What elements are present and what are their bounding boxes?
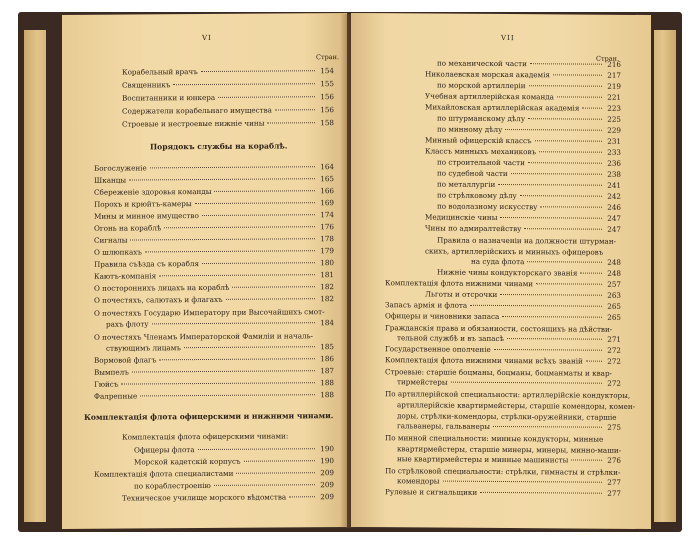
- toc-entry: Вымпелъ 187: [94, 366, 334, 377]
- toc-entry-line: По артиллерійской специальности: артиллерійскіе кондукторы,: [385, 389, 631, 400]
- right-page-number: VII: [501, 34, 515, 43]
- toc-entry: Медицинскіе чины 247: [425, 212, 621, 223]
- toc-entry: Запасъ армія и флота 265: [385, 300, 621, 311]
- toc-entry: тирмейстеры 272: [397, 377, 621, 388]
- toc-entry: Льготы и отсрочки 263: [425, 289, 621, 300]
- toc-entry-line: Гражданскія права и обязанности, состоящихъ на дѣйстви-: [385, 323, 613, 334]
- toc-entry-line: доры, стрѣлки-комендоры, стрѣлки-оружейники, старшіе: [397, 411, 617, 422]
- toc-entry: Богослуженіе 164: [94, 162, 334, 173]
- toc-entry: Каютъ-компанія 181: [94, 270, 334, 281]
- toc-entry: Сигналы 178: [94, 234, 334, 245]
- toc-entry: Огонь на кораблѣ 176: [94, 222, 334, 233]
- toc-entry: Мины и минное имущество 174: [94, 210, 334, 221]
- toc-entry: по штурманскому дѣлу 225: [437, 113, 621, 124]
- toc-entry: Офицеры и чиновники запаса 265: [385, 311, 621, 322]
- toc-entry: Офицеры флота 190: [134, 444, 334, 455]
- toc-entry: Корабельный врачъ 154: [122, 66, 334, 77]
- toc-entry: на суда флота 248: [471, 256, 621, 267]
- right-page: [351, 13, 651, 529]
- toc-entry: по водолазному искусству 246: [437, 201, 621, 212]
- toc-entry: Фалрепные 188: [94, 390, 334, 401]
- toc-entry: по стрѣлковому дѣлу 242: [437, 190, 621, 201]
- toc-entry: Гюйсъ 188: [94, 378, 334, 389]
- toc-entry: по судебной части 238: [437, 168, 621, 179]
- toc-entry: по морской артиллеріи 219: [437, 80, 621, 91]
- toc-entry-line: О почестяхъ Членамъ Императорской Фамиліи и началь-: [94, 331, 313, 342]
- toc-entry: ствующимъ лицамъ 185: [106, 342, 334, 353]
- toc-entry-line: квартирмейстеры, старшіе минеры, минеры, минно-маши-: [397, 444, 622, 455]
- toc-entry: Священникъ 155: [122, 79, 334, 90]
- toc-entry: Вормовой флагъ 186: [94, 354, 334, 365]
- toc-entry: по минному дѣлу 229: [437, 124, 621, 135]
- toc-entry: Государственное ополченіе 272: [385, 344, 621, 355]
- toc-entry: Шканцы 165: [94, 174, 334, 185]
- toc-entry: Чины по адмиралтейству 247: [425, 223, 621, 234]
- section-title: Комплектація флота офицерскими и нижними чинами.: [84, 411, 334, 422]
- toc-entry-line: По минной специальности: минные кондукторы, минные: [385, 433, 604, 444]
- toc-entry: Воспитанники и юнкера 156: [122, 92, 334, 103]
- toc-entry: рахъ флоту 184: [106, 318, 334, 329]
- toc-entry: по механической части 216: [437, 58, 621, 69]
- page-edges-left: [24, 30, 46, 522]
- toc-entry-line: О почестяхъ Государю Императору при Высочайшихъ смот-: [94, 307, 325, 318]
- toc-entry: гальванеры, гальванеры 275: [397, 421, 621, 432]
- toc-entry: О шлюпкахъ 179: [94, 246, 334, 257]
- toc-entry: комендоры 277: [397, 476, 621, 487]
- toc-entry: Рулевые и сигнальщики 277: [385, 487, 621, 498]
- toc-entry: по металлургіи 241: [437, 179, 621, 190]
- toc-entry: Николаевская морская академія 217: [425, 69, 621, 80]
- toc-entry-line: скихъ, артиллерійскихъ и минныхъ офицеровъ: [425, 246, 604, 257]
- toc-entry: Классъ минныхъ механиковъ 233: [425, 146, 621, 157]
- toc-entry: Комплектація флота нижними чинами всѣхъ званій 272: [385, 355, 621, 366]
- toc-entry: по кораблестроенію 209: [134, 480, 334, 491]
- toc-entry: Минный офицерскій классъ 231: [425, 135, 621, 146]
- toc-entry: Строевые и нестроевые нижніе чины 158: [122, 118, 334, 129]
- toc-entry: по строительной части 236: [437, 157, 621, 168]
- toc-entry: Нижніе чины кондукторскаго званія 248: [437, 267, 621, 278]
- toc-subheading: Комплектація флота офицерскими чинами:: [122, 431, 289, 442]
- toc-entry: Сбереженіе здоровья команды 166: [94, 186, 334, 197]
- toc-entry: Правила съѣзда съ корабля 180: [94, 258, 334, 269]
- toc-entry-line: Строевые: старшіе боцманы, боцманы, боцманматы и квар-: [385, 367, 612, 378]
- toc-entry: О постороннихъ лицахъ на кораблѣ 182: [94, 282, 334, 293]
- toc-entry: Порохъ и крюйтъ-камеры 169: [94, 198, 334, 209]
- page-edges-right: [654, 30, 676, 522]
- toc-entry: Содержатели корабельнаго имущества 156: [122, 105, 334, 116]
- toc-entry-line: По стрѣлковой специальности: стрѣлки, гимнасты и стрѣлки-: [385, 466, 621, 477]
- left-page-number: VI: [202, 33, 212, 43]
- left-column-header: Стран.: [316, 53, 340, 62]
- toc-entry: ные квартирмейстеры и минные машинисты 276: [397, 454, 621, 465]
- toc-entry-line: Правила о назначеніи на должности штурман-: [437, 235, 617, 246]
- toc-entry: Техническое училище морского вѣдомства 209: [122, 492, 334, 503]
- section-title: Порядокъ службы на кораблѣ.: [150, 141, 288, 152]
- toc-entry: Морской кадетскій корпусъ 190: [134, 456, 334, 467]
- toc-entry: Комплектація флота специалистами 209: [94, 468, 334, 479]
- toc-entry: тельной службѣ и въ запасѣ 271: [397, 333, 621, 344]
- toc-entry: О почестяхъ, салютахъ и флагахъ 182: [94, 294, 334, 305]
- toc-entry: Михайловская артиллерійская академія 223: [425, 102, 621, 113]
- toc-entry-line: артиллерійскіе квартирмейстеры, старшіе комендоры, комен-: [397, 400, 636, 411]
- left-page: [62, 13, 347, 529]
- right-column-header: Стран.: [596, 54, 620, 63]
- toc-entry: Учебная артиллерійская команда 221: [425, 91, 621, 102]
- toc-entry: Комплектація флота нижними чинами 257: [385, 278, 621, 289]
